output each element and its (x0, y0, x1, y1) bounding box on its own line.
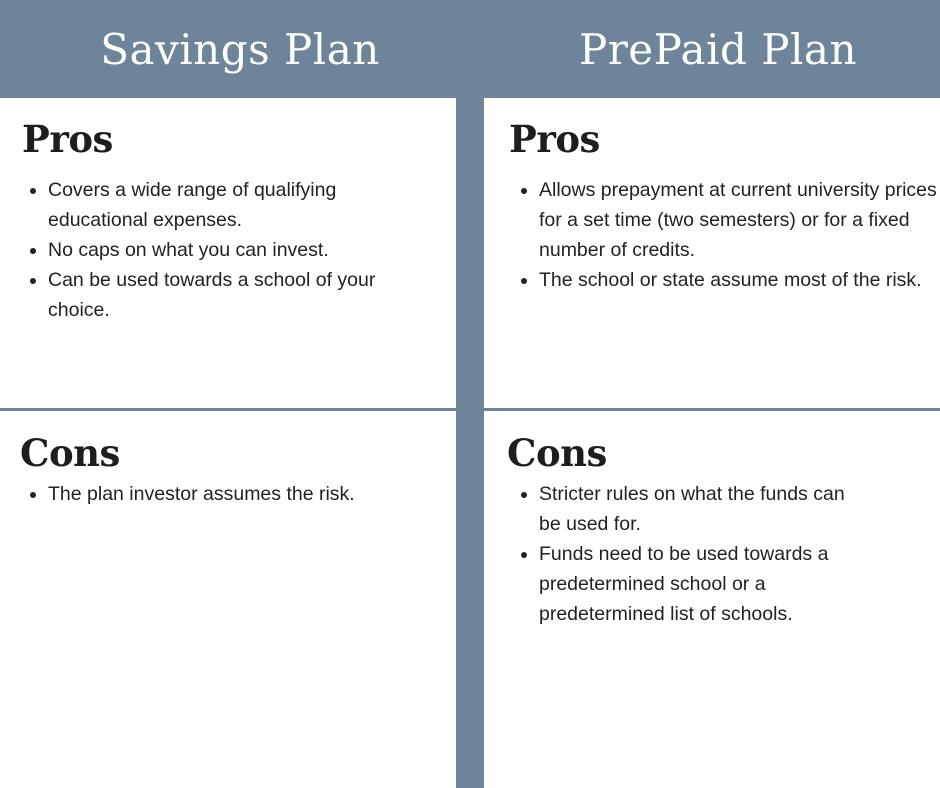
prepaid-cons-heading: Cons (507, 431, 607, 475)
prepaid-plan-title: PrePaid Plan (578, 25, 858, 74)
list-item: • The plan investor assumes the risk. (48, 479, 388, 509)
list-item: • Funds need to be used towards a predetermined school or a predetermined list of schools. (539, 539, 869, 629)
list-item: • No caps on what you can invest. (48, 235, 408, 265)
list-item: • Allows prepayment at current university prices for a set time (two semesters) or for a fixed number of credits. (539, 175, 940, 265)
list-item: • Covers a wide range of qualifying educational expenses. (48, 175, 408, 235)
list-item: • Can be used towards a school of your choice. (48, 265, 408, 325)
prepaid-section-divider (484, 408, 940, 411)
savings-pros-list (22, 175, 408, 325)
list-item: • The school or state assume most of the risk. (539, 265, 940, 295)
prepaid-pros-heading: Pros (509, 117, 600, 161)
savings-cons-heading: Cons (20, 431, 120, 475)
savings-plan-title: Savings Plan (100, 25, 380, 74)
prepaid-pros-list (513, 175, 940, 295)
savings-pros-heading: Pros (22, 117, 113, 161)
prepaid-cons-list (513, 479, 869, 629)
list-item: • Stricter rules on what the funds can be used for. (539, 479, 869, 539)
savings-cons-list (22, 479, 388, 509)
savings-section-divider (0, 408, 456, 411)
column-divider (456, 98, 484, 788)
